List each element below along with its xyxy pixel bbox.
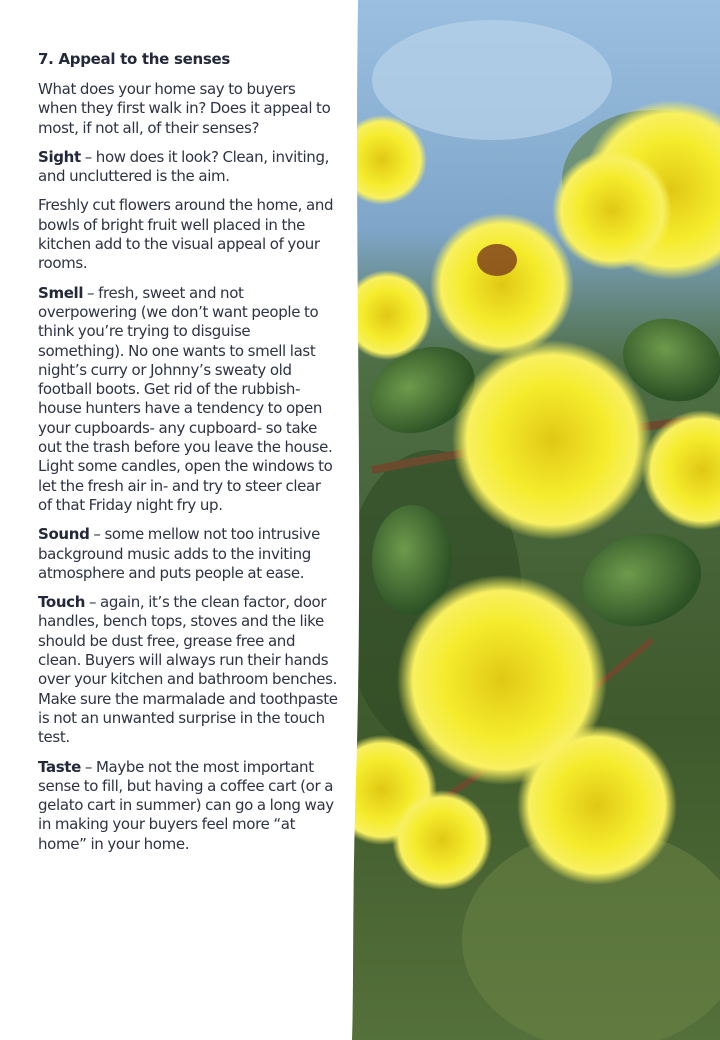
sound-label: Sound [38,525,90,544]
taste-paragraph [38,758,338,854]
smell-label: Smell [38,283,84,302]
sight-paragraph [38,148,338,187]
touch-text: – again, it’s the clean factor, door handles, bench tops, stoves and the like should be dust free, grease free and clean. Buyers will always run their hands over your kitchen and bathroom benches. Make sure the marmalade and toothpaste is not an unwanted surprise in the touch test. [38,593,338,747]
wattle-blossom [552,150,672,270]
wattle-blossom [517,725,677,885]
wattle-blossom [392,790,492,890]
section-heading: 7. Appeal to the senses [38,50,230,68]
flowers-paragraph [38,196,338,273]
sight-label: Sight [38,147,81,166]
flower-illustration [352,0,720,1040]
taste-label: Taste [38,757,81,776]
flowers-text: Freshly cut flowers around the home, and bowls of bright fruit well placed in the kitchen add to the visual appeal of your rooms. [38,196,334,273]
sound-text: – some mellow not too intrusive background music adds to the inviting atmosphere and puts people at ease. [38,525,320,582]
sound-paragraph [38,525,338,583]
sight-text: – how does it look? Clean, inviting, and uncluttered is the aim. [38,147,330,186]
sky-cloud [372,20,612,140]
intro-paragraph: What does your home say to buyers when they first walk in? Does it appeal to most, if not all, of their senses? [38,80,331,137]
wattle-flower-photo [352,0,720,1040]
touch-paragraph [38,593,338,747]
taste-text: – Maybe not the most important sense to fill, but having a coffee cart (or a gelato cart in summer) can go a long way in making your buyers feel more “at home” in your home. [38,757,334,853]
smell-text: – fresh, sweet and not overpowering (we don’t want people to think you’re trying to disguise something). No one wants to smell last night’s curry or Johnny’s sweaty old football boots. Get rid of the rubbish- house hunters have a tendency to open your cupboards- any cupboard- so take out the trash before you leave the house. Light some candles, open the windows to let the fresh air in- and try to steer clear of that Friday night fry up. [38,283,333,514]
touch-label: Touch [38,593,86,612]
smell-paragraph [38,284,338,516]
wattle-blossom [452,340,652,540]
seed-pod [477,244,517,276]
article-column [38,50,338,864]
wattle-blossom [430,213,574,357]
